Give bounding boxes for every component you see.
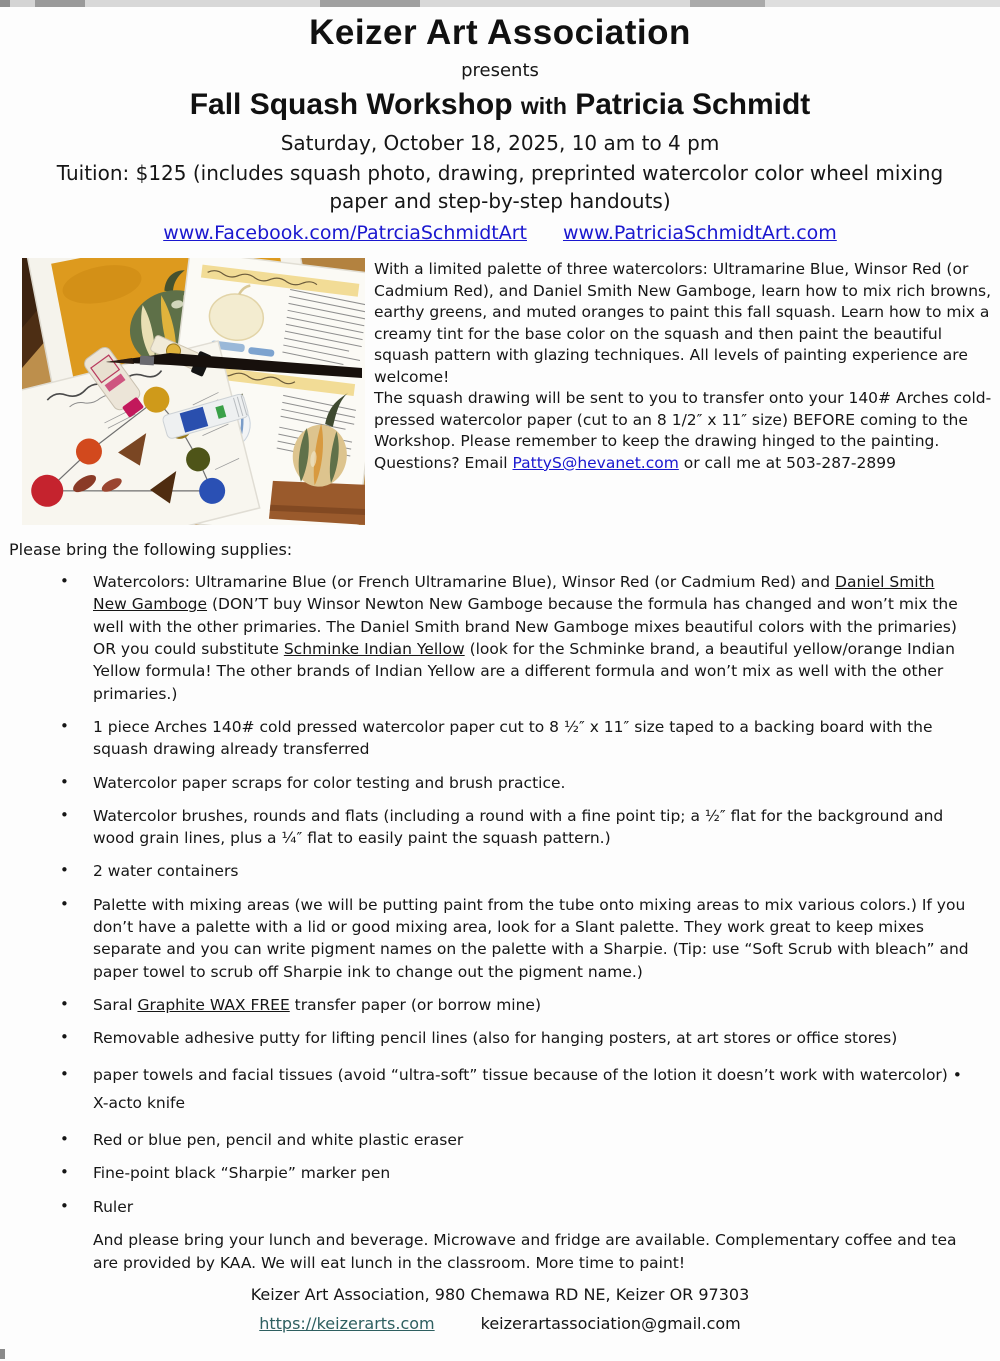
- supply-item: • paper towels and facial tissues (avoid “ultra-soft” tissue because of the lotion it doesn’t work with watercolor) • X-acto knife: [60, 1061, 972, 1118]
- supply-item: • Watercolor brushes, rounds and flats (including a round with a fine point tip; a ½″ flat for the background and wood grain lines, plus a ¼″ flat to easily paint the squash pattern.): [60, 805, 972, 850]
- supplies-list: [60, 571, 972, 1218]
- intro-paragraph-2-text: The squash drawing will be sent to you to transfer onto your 140# Arches cold-pressed watercolor paper (cut to an 8 1/2″ x 11″ size) BEFORE coming to the Workshop. Please remember to keep the drawing hinged to the painting. Questions? Email: [374, 389, 992, 472]
- supply-item: • 2 water containers: [60, 860, 972, 882]
- intro-paragraph-2-tail: or call me at 503-287-2899: [678, 453, 896, 472]
- supply-item: • Removable adhesive putty for lifting pencil lines (also for hanging posters, at art stores or office stores): [60, 1027, 972, 1049]
- workshop-title-with: with: [520, 93, 567, 119]
- org-title: Keizer Art Association: [309, 13, 691, 52]
- scan-artifact-corner: [0, 1349, 5, 1359]
- header-links: [0, 222, 1000, 244]
- flyer-footer: [0, 1285, 1000, 1333]
- workshop-title: [0, 88, 1000, 122]
- keizerarts-link[interactable]: https://keizerarts.com: [259, 1314, 435, 1334]
- workshop-title-main: Fall Squash Workshop: [189, 88, 513, 121]
- footer-links: [0, 1314, 1000, 1333]
- supply-item: • Fine-point black “Sharpie” marker pen: [60, 1162, 972, 1184]
- supply-item: • Watercolor paper scraps for color testing and brush practice.: [60, 772, 972, 794]
- presents-text: presents: [461, 60, 539, 81]
- supply-item: • Palette with mixing areas (we will be putting paint from the tube onto mixing areas to mix various colors.) If you don’t have a palette with a lid or good mixing area, look for a Slant palette. They work great to keep mixes separate and you can write pigment names on the palette with a Sharpie. (Tip: use “Soft Scrub with bleach” and paper towel to scrub off Sharpie ink to change out the pigment name.): [60, 894, 972, 983]
- workshop-materials-photo: [22, 258, 365, 525]
- supplies-heading: Please bring the following supplies:: [9, 540, 293, 559]
- supply-item: • Ruler: [60, 1196, 972, 1218]
- scan-artifact-top: [0, 0, 1000, 7]
- intro-section: [0, 244, 1000, 525]
- tuition-info: Tuition: $125 (includes squash photo, drawing, preprinted watercolor color wheel mixing paper and step-by-step handouts): [56, 161, 944, 213]
- supply-item: • 1 piece Arches 140# cold pressed watercolor paper cut to 8 ½″ x 11″ size taped to a backing board with the squash drawing already transferred: [60, 716, 972, 761]
- intro-text: [374, 258, 992, 525]
- workshop-date: Saturday, October 18, 2025, 10 am to 4 pm: [280, 131, 720, 155]
- footer-email: keizerartassociation@gmail.com: [480, 1314, 741, 1334]
- facebook-link[interactable]: www.Facebook.com/PatrciaSchmidtArt: [163, 222, 527, 244]
- workshop-title-name: Patricia Schmidt: [575, 88, 811, 121]
- intro-paragraph-1: With a limited palette of three watercolors: Ultramarine Blue, Winsor Red (or Cadmium Red), and Daniel Smith New Gamboge, learn how to mix rich browns, earthy greens, and muted oranges to paint this fall squash. Learn how to mix a creamy tint for the base color on the squash and then paint the beautiful squash pattern with glazing techniques. All levels of painting experience are welcome!: [374, 260, 992, 386]
- artist-website-link[interactable]: www.PatriciaSchmidtArt.com: [562, 222, 837, 244]
- supply-item: • Red or blue pen, pencil and white plastic eraser: [60, 1129, 972, 1151]
- footer-address: Keizer Art Association, 980 Chemawa RD NE, Keizer OR 97303: [250, 1285, 750, 1305]
- intro-paragraph-2: [374, 388, 992, 474]
- supply-item: • Saral Graphite WAX FREE transfer paper (or borrow mine): [60, 994, 972, 1016]
- supply-item: • Watercolors: Ultramarine Blue (or French Ultramarine Blue), Winsor Red (or Cadmium Red) and Daniel Smith New Gamboge (DON’T buy Winsor Newton New Gamboge because the formula has changed and won’t mix the well with the other primaries. The Daniel Smith brand New Gamboge mixes beautiful colors with the primaries) OR you could substitute Schminke Indian Yellow (look for the Schminke brand, a beautiful yellow/orange Indian Yellow formula! The other brands of Indian Yellow are a different formula and won’t mix as well with the other primaries.): [60, 571, 972, 705]
- flyer-header: [0, 0, 1000, 244]
- closing-paragraph: And please bring your lunch and beverage. Microwave and fridge are available. Complementary coffee and tea are provided by KAA. We will eat lunch in the classroom. More time to paint!: [93, 1230, 957, 1272]
- email-link[interactable]: PattyS@hevanet.com: [512, 453, 679, 472]
